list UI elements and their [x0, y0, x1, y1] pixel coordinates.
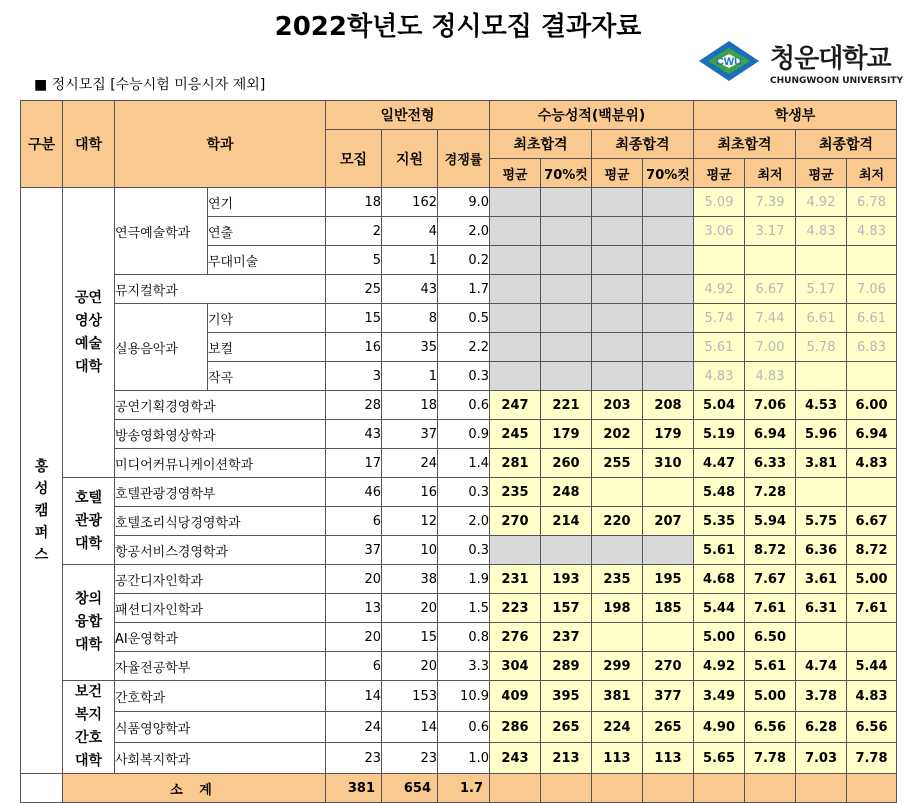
table-row: 패션디자인학과 13 20 1.5 223 157 198 185 5.44 7.61 6.31 7.61 [21, 594, 897, 623]
table-row: 방송영화영상학과 43 37 0.9 245 179 202 179 5.19 6.94 5.96 6.94 [21, 420, 897, 449]
table-row: 보건복지간호대학 간호학과 14 153 10.9 409 395 381 377 3.49 5.00 3.78 4.83 [21, 681, 897, 712]
major: 미디어커뮤니케이션학과 [115, 449, 326, 478]
header-csat: 수능성적(백분위) [490, 101, 694, 130]
total-ratio: 1.7 [438, 774, 490, 803]
header-school-final: 최종합격 [796, 130, 897, 159]
table-row: 호텔조리식당경영학과 6 12 2.0 270 214 220 207 5.35 5.94 5.75 6.67 [21, 507, 897, 536]
table-row: 작곡 3 1 0.3 4.83 4.83 [21, 362, 897, 391]
major: 자율전공학부 [115, 652, 326, 681]
total-label: 소 계 [63, 774, 326, 803]
header-avg: 평균 [490, 159, 541, 188]
dept-group: 연극예술학과 [115, 188, 208, 275]
header-school-first: 최초합격 [694, 130, 796, 159]
logo-mark-text: CWU [715, 56, 743, 68]
header-ratio: 경쟁률 [438, 130, 490, 188]
table-row: 자율전공학부 6 20 3.3 304 289 299 270 4.92 5.61 4.74 5.44 [21, 652, 897, 681]
header-college: 대학 [63, 101, 115, 188]
table-row: 무대미술 5 1 0.2 [21, 246, 897, 275]
header-csat-final: 최종합격 [592, 130, 694, 159]
table-row: 실용음악과 기악 15 8 0.5 5.74 7.44 6.61 6.61 [21, 304, 897, 333]
major: 간호학과 [115, 681, 326, 712]
table-row: 홍성캠퍼스 공연영상예술대학 연극예술학과 연기 18 162 9.0 5.09 7.39 4.92 6.78 [21, 188, 897, 217]
major: 공간디자인학과 [115, 565, 326, 594]
major: 공연기획경영학과 [115, 391, 326, 420]
major: 연기 [208, 188, 326, 217]
college-label: 공연영상예술대학 [63, 188, 115, 478]
table-caption: ■ 정시모집 [수능시험 미응시자 제외] [34, 77, 266, 93]
table-row: 공연기획경영학과 28 18 0.6 247 221 203 208 5.04 7.06 4.53 6.00 [21, 391, 897, 420]
table-row: 창의융합대학 공간디자인학과 20 38 1.9 231 193 235 195 4.68 7.67 3.61 5.00 [21, 565, 897, 594]
table-row: 뮤지컬학과 25 43 1.7 4.92 6.67 5.17 7.06 [21, 275, 897, 304]
table-row: 식품영양학과 24 14 0.6 286 265 224 265 4.90 6.56 6.28 6.56 [21, 712, 897, 743]
header-min: 최저 [847, 159, 897, 188]
table-row: 사회복지학과 23 23 1.0 243 213 113 113 5.65 7.78 7.03 7.78 [21, 743, 897, 774]
table-row: AI운영학과 20 15 0.8 276 237 5.00 6.50 [21, 623, 897, 652]
header-avg: 평균 [694, 159, 745, 188]
major: 무대미술 [208, 246, 326, 275]
page-title: 2022학년도 정시모집 결과자료 [274, 12, 642, 42]
college-label: 창의융합대학 [63, 565, 115, 681]
college-label: 보건복지간호대학 [63, 681, 115, 774]
major: 보컬 [208, 333, 326, 362]
total-row [21, 774, 897, 803]
logo-korean-name: 청운대학교 [770, 44, 891, 74]
table-row: 항공서비스경영학과 37 10 0.3 5.61 8.72 6.36 8.72 [21, 536, 897, 565]
total-applicants: 654 [382, 774, 438, 803]
dept-group: 실용음악과 [115, 304, 208, 391]
cwu-emblem-icon [698, 40, 760, 82]
header-gubun: 구분 [21, 101, 63, 188]
header-quota: 모집 [326, 130, 382, 188]
header-avg: 평균 [592, 159, 643, 188]
header-avg: 평균 [796, 159, 847, 188]
major: 호텔조리식당경영학과 [115, 507, 326, 536]
major: 식품영양학과 [115, 712, 326, 743]
header-cut70: 70%컷 [643, 159, 694, 188]
major: 방송영화영상학과 [115, 420, 326, 449]
table-row: 연출 2 4 2.0 3.06 3.17 4.83 4.83 [21, 217, 897, 246]
major: 패션디자인학과 [115, 594, 326, 623]
university-logo [698, 40, 908, 92]
header-applicants: 지원 [382, 130, 438, 188]
college-label: 호텔관광대학 [63, 478, 115, 565]
logo-english-name: CHUNGWOON UNIVERSITY [770, 76, 903, 86]
major: 기악 [208, 304, 326, 333]
major: 작곡 [208, 362, 326, 391]
major: 사회복지학과 [115, 743, 326, 774]
header-dept: 학과 [115, 101, 326, 188]
header-cut70: 70%컷 [541, 159, 592, 188]
campus-name: 홍성캠퍼스 [34, 458, 49, 563]
table-row: 호텔관광대학 호텔관광경영학부 46 16 0.3 235 248 5.48 7.28 [21, 478, 897, 507]
major: 연출 [208, 217, 326, 246]
header-general: 일반전형 [326, 101, 490, 130]
header-min: 최저 [745, 159, 796, 188]
table-row: 보컬 16 35 2.2 5.61 7.00 5.78 6.83 [21, 333, 897, 362]
results-table [20, 100, 897, 803]
major: 뮤지컬학과 [115, 275, 326, 304]
header-school-record: 학생부 [694, 101, 897, 130]
major: 호텔관광경영학부 [115, 478, 326, 507]
header-csat-first: 최초합격 [490, 130, 592, 159]
total-quota: 381 [326, 774, 382, 803]
major: 항공서비스경영학과 [115, 536, 326, 565]
campus-label [21, 188, 63, 774]
table-row: 미디어커뮤니케이션학과 17 24 1.4 281 260 255 310 4.47 6.33 3.81 4.83 [21, 449, 897, 478]
major: AI운영학과 [115, 623, 326, 652]
